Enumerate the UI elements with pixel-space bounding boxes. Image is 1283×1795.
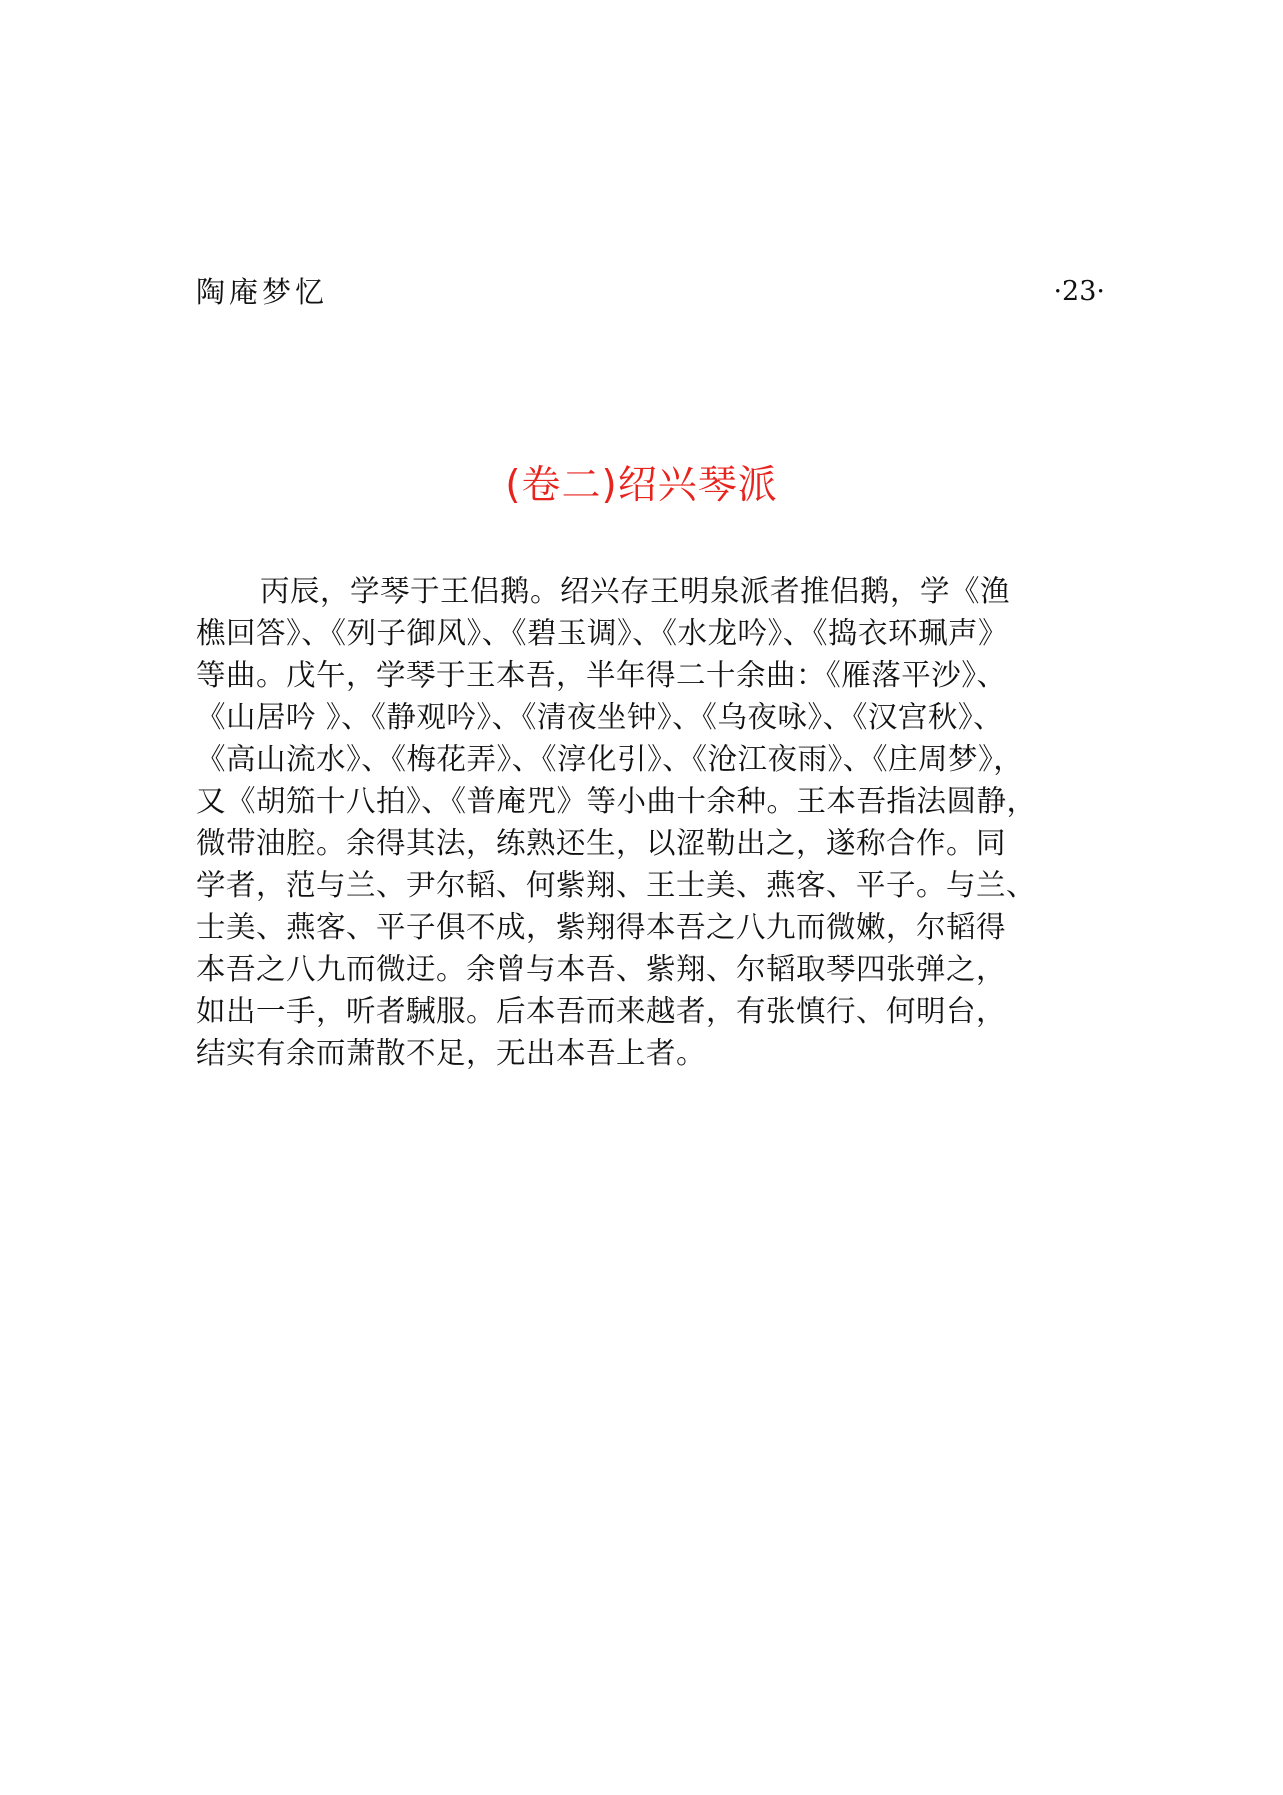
text-line: 等曲。戊午，学琴于王本吾，半年得二十余曲：《雁落平沙》、 — [196, 658, 1007, 692]
chapter-title: (卷二)绍兴琴派 — [505, 463, 778, 508]
running-title: 陶庵梦忆 — [196, 275, 329, 309]
text-line: 樵回答》、《列子御风》、《碧玉调》、《水龙吟》、《捣衣环珮声》 — [196, 616, 1009, 650]
text-line: 学者，范与兰、尹尔韬、何紫翔、王士美、燕客、平子。与兰、 — [196, 868, 1037, 902]
text-line: 《山居吟 》、《静观吟》、《清夜坐钟》、《乌夜咏》、《汉宫秋》、 — [196, 700, 1004, 734]
text-line: 丙辰，学琴于王侣鹅。绍兴存王明泉派者推侣鹅，学《渔 — [260, 574, 1011, 608]
page-number: ·23· — [1053, 276, 1105, 307]
text-line: 本吾之八九而微迂。余曾与本吾、紫翔、尔韬取琴四张弹之， — [196, 952, 1007, 986]
text-line: 结实有余而萧散不足，无出本吾上者。 — [196, 1036, 707, 1070]
text-line: 士美、燕客、平子俱不成，紫翔得本吾之八九而微嫩，尔韬得 — [196, 910, 1007, 944]
body-paragraph — [196, 570, 1116, 1074]
text-line: 《高山流水》、《梅花弄》、《淳化引》、《沧江夜雨》、《庄周梦》， — [196, 742, 1024, 776]
text-line: 微带油腔。余得其法，练熟还生，以涩勒出之，遂称合作。同 — [196, 826, 1007, 860]
text-line: 又《胡笳十八拍》、《普庵咒》等小曲十余种。王本吾指法圆静， — [196, 784, 1037, 818]
text-line: 如出一手，听者駴服。后本吾而来越者，有张慎行、何明台， — [196, 994, 1007, 1028]
